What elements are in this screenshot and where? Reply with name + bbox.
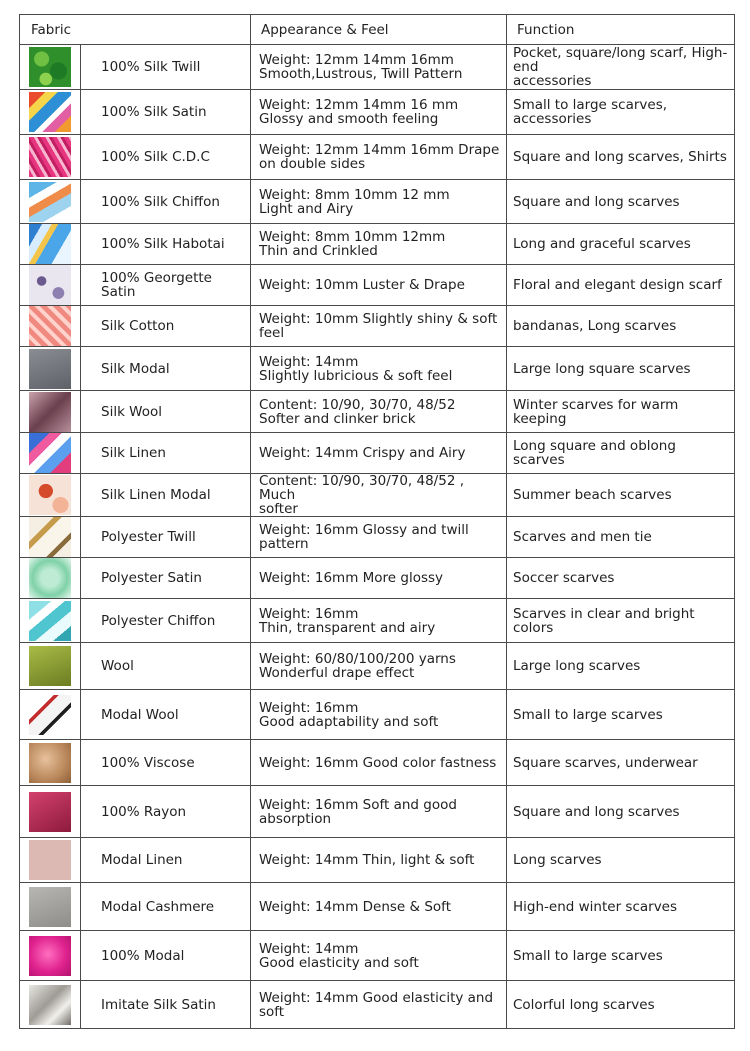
fabric-swatch-image xyxy=(29,182,71,222)
function-line: Summer beach scarves xyxy=(513,487,672,503)
fabric-swatch-image xyxy=(29,475,71,515)
function-cell xyxy=(507,347,735,391)
swatch-cell xyxy=(20,740,81,786)
appearance-line: Thin, transparent and airy xyxy=(259,619,436,636)
appearance-line: Weight: 14mm Crispy and Airy xyxy=(259,445,466,461)
appearance-line: Light and Airy xyxy=(259,200,354,217)
swatch-cell xyxy=(20,224,81,265)
table-row xyxy=(20,883,735,931)
function-line: scarves xyxy=(513,452,565,468)
table-row xyxy=(20,643,735,690)
appearance-cell xyxy=(251,643,507,690)
appearance-cell xyxy=(251,306,507,347)
appearance-line: Weight: 16mm xyxy=(259,699,359,716)
fabric-name: Modal Wool xyxy=(81,690,251,740)
function-line: colors xyxy=(513,619,554,636)
swatch-cell xyxy=(20,558,81,599)
fabric-name: Silk Modal xyxy=(81,347,251,391)
function-cell xyxy=(507,690,735,740)
fabric-swatch-image xyxy=(29,47,71,87)
appearance-line: Good elasticity and soft xyxy=(259,954,419,971)
fabric-name: 100% Georgette Satin xyxy=(81,265,251,306)
table-row xyxy=(20,391,735,433)
fabric-name: 100% Silk C.D.C xyxy=(81,135,251,180)
appearance-cell xyxy=(251,180,507,224)
swatch-cell xyxy=(20,599,81,643)
appearance-line: Content: 10/90, 30/70, 48/52 , Much xyxy=(259,473,464,503)
table-row xyxy=(20,347,735,391)
function-line: Square scarves, underwear xyxy=(513,754,698,771)
appearance-line: Slightly lubricious & soft feel xyxy=(259,367,453,384)
appearance-cell xyxy=(251,90,507,135)
function-line: Floral and elegant design scarf xyxy=(513,277,722,293)
swatch-cell xyxy=(20,517,81,558)
table-row xyxy=(20,180,735,224)
appearance-cell xyxy=(251,224,507,265)
function-cell xyxy=(507,517,735,558)
fabric-name: 100% Silk Habotai xyxy=(81,224,251,265)
table-row xyxy=(20,981,735,1029)
appearance-line: Weight: 60/80/100/200 yarns xyxy=(259,651,456,667)
appearance-line: Content: 10/90, 30/70, 48/52 xyxy=(259,396,456,413)
function-line: Large long scarves xyxy=(513,658,641,674)
appearance-line: Weight: 14mm xyxy=(259,940,359,957)
appearance-line: Weight: 14mm Dense & Soft xyxy=(259,898,451,915)
appearance-cell xyxy=(251,883,507,931)
function-line: Scarves and men tie xyxy=(513,529,652,545)
appearance-line: Weight: 16mm Glossy and twill pattern xyxy=(259,522,469,552)
appearance-line: Glossy and smooth feeling xyxy=(259,111,439,127)
fabric-swatch-image xyxy=(29,517,71,557)
fabric-swatch-image xyxy=(29,792,71,832)
fabric-swatch-image xyxy=(29,265,71,305)
table-row xyxy=(20,306,735,347)
fabric-name: Silk Linen Modal xyxy=(81,474,251,517)
fabric-name: Wool xyxy=(81,643,251,690)
fabric-swatch-image xyxy=(29,601,71,641)
function-line: Colorful long scarves xyxy=(513,996,655,1013)
swatch-cell xyxy=(20,265,81,306)
function-line: Large long square scarves xyxy=(513,360,691,377)
swatch-cell xyxy=(20,643,81,690)
appearance-line: absorption xyxy=(259,810,332,827)
function-line: Winter scarves for warm xyxy=(513,396,679,413)
fabric-swatch-image xyxy=(29,646,71,686)
function-cell xyxy=(507,474,735,517)
fabric-name: Polyester Satin xyxy=(81,558,251,599)
appearance-cell xyxy=(251,474,507,517)
appearance-line: Weight: 12mm 14mm 16mm Drape xyxy=(259,142,500,158)
function-cell xyxy=(507,265,735,306)
swatch-cell xyxy=(20,135,81,180)
fabric-name: 100% Silk Twill xyxy=(81,45,251,90)
table-row xyxy=(20,838,735,883)
function-cell xyxy=(507,391,735,433)
function-cell xyxy=(507,224,735,265)
swatch-cell xyxy=(20,45,81,90)
table-row xyxy=(20,224,735,265)
table-row xyxy=(20,265,735,306)
appearance-line: Weight: 10mm Luster & Drape xyxy=(259,277,465,293)
appearance-line: Wonderful drape effect xyxy=(259,665,415,681)
appearance-cell xyxy=(251,838,507,883)
appearance-line: feel xyxy=(259,325,285,341)
swatch-cell xyxy=(20,306,81,347)
table-row xyxy=(20,433,735,474)
swatch-cell xyxy=(20,931,81,981)
appearance-cell xyxy=(251,45,507,90)
function-line: bandanas, Long scarves xyxy=(513,318,677,334)
appearance-cell xyxy=(251,265,507,306)
table-row xyxy=(20,690,735,740)
fabric-swatch-image xyxy=(29,306,71,346)
function-cell xyxy=(507,135,735,180)
function-line: Small to large scarves xyxy=(513,706,663,723)
fabric-swatch-image xyxy=(29,887,71,927)
fabric-swatch-image xyxy=(29,743,71,783)
appearance-cell xyxy=(251,599,507,643)
appearance-line: Weight: 16mm More glossy xyxy=(259,570,444,586)
header-appearance: Appearance & Feel xyxy=(251,15,507,45)
table-row xyxy=(20,45,735,90)
fabric-swatch-image xyxy=(29,985,71,1025)
function-cell xyxy=(507,981,735,1029)
appearance-cell xyxy=(251,690,507,740)
header-function: Function xyxy=(507,15,735,45)
function-line: keeping xyxy=(513,410,567,427)
function-line: Scarves in clear and bright xyxy=(513,605,695,622)
appearance-line: Softer and clinker brick xyxy=(259,410,416,427)
function-line: Long and graceful scarves xyxy=(513,236,691,252)
function-cell xyxy=(507,931,735,981)
appearance-line: on double sides xyxy=(259,156,366,172)
appearance-line: Weight: 12mm 14mm 16 mm xyxy=(259,97,459,113)
appearance-cell xyxy=(251,558,507,599)
function-line: accessories xyxy=(513,73,592,89)
function-cell xyxy=(507,180,735,224)
swatch-cell xyxy=(20,433,81,474)
table-row xyxy=(20,786,735,838)
function-cell xyxy=(507,643,735,690)
swatch-cell xyxy=(20,786,81,838)
function-cell xyxy=(507,786,735,838)
swatch-cell xyxy=(20,690,81,740)
fabric-name: Polyester Twill xyxy=(81,517,251,558)
appearance-line: Thin and Crinkled xyxy=(259,243,378,259)
appearance-line: softer xyxy=(259,501,298,517)
function-cell xyxy=(507,599,735,643)
swatch-cell xyxy=(20,838,81,883)
fabric-swatch-image xyxy=(29,695,71,735)
function-cell xyxy=(507,558,735,599)
table-row xyxy=(20,90,735,135)
function-cell xyxy=(507,306,735,347)
fabric-name: 100% Silk Chiffon xyxy=(81,180,251,224)
function-cell xyxy=(507,740,735,786)
function-cell xyxy=(507,883,735,931)
fabric-swatch-image xyxy=(29,392,71,432)
header-row xyxy=(20,15,735,45)
swatch-cell xyxy=(20,883,81,931)
function-line: Long scarves xyxy=(513,852,602,868)
appearance-cell xyxy=(251,517,507,558)
appearance-cell xyxy=(251,740,507,786)
appearance-line: Weight: 14mm Good elasticity and soft xyxy=(259,989,494,1020)
appearance-line: Good adaptability and soft xyxy=(259,713,439,730)
header-fabric: Fabric xyxy=(20,15,251,45)
appearance-cell xyxy=(251,981,507,1029)
table-row xyxy=(20,517,735,558)
fabric-name: Imitate Silk Satin xyxy=(81,981,251,1029)
appearance-line: Weight: 8mm 10mm 12 mm xyxy=(259,186,450,203)
appearance-line: Weight: 8mm 10mm 12mm xyxy=(259,229,446,245)
appearance-cell xyxy=(251,931,507,981)
function-line: Square and long scarves xyxy=(513,803,680,820)
function-line: Square and long scarves xyxy=(513,193,680,210)
fabric-comparison-table xyxy=(19,14,735,1029)
appearance-line: Weight: 16mm Good color fastness xyxy=(259,754,497,771)
fabric-name: Silk Cotton xyxy=(81,306,251,347)
fabric-name: Polyester Chiffon xyxy=(81,599,251,643)
fabric-name: 100% Silk Satin xyxy=(81,90,251,135)
appearance-cell xyxy=(251,391,507,433)
function-line: High-end winter scarves xyxy=(513,898,678,915)
fabric-name: 100% Rayon xyxy=(81,786,251,838)
fabric-name: 100% Viscose xyxy=(81,740,251,786)
fabric-swatch-image xyxy=(29,92,71,132)
fabric-name: Modal Cashmere xyxy=(81,883,251,931)
appearance-line: Weight: 10mm Slightly shiny & soft xyxy=(259,311,498,327)
function-cell xyxy=(507,45,735,90)
fabric-name: Silk Wool xyxy=(81,391,251,433)
table-row xyxy=(20,135,735,180)
function-line: Small to large scarves, accessories xyxy=(513,97,668,127)
appearance-cell xyxy=(251,347,507,391)
fabric-swatch-image xyxy=(29,558,71,598)
function-line: Long square and oblong xyxy=(513,438,676,454)
table-row xyxy=(20,558,735,599)
appearance-line: Weight: 16mm xyxy=(259,605,359,622)
table-row xyxy=(20,474,735,517)
table-row xyxy=(20,740,735,786)
table-row xyxy=(20,931,735,981)
function-line: Pocket, square/long scarf, High-end xyxy=(513,45,728,75)
fabric-swatch-image xyxy=(29,840,71,880)
appearance-line: Weight: 14mm Thin, light & soft xyxy=(259,852,475,868)
fabric-name: Silk Linen xyxy=(81,433,251,474)
function-line: Soccer scarves xyxy=(513,570,615,586)
fabric-name: 100% Modal xyxy=(81,931,251,981)
function-line: Small to large scarves xyxy=(513,947,663,964)
appearance-line: Weight: 12mm 14mm 16mm xyxy=(259,52,454,68)
appearance-cell xyxy=(251,135,507,180)
fabric-swatch-image xyxy=(29,349,71,389)
function-cell xyxy=(507,90,735,135)
swatch-cell xyxy=(20,981,81,1029)
swatch-cell xyxy=(20,474,81,517)
appearance-cell xyxy=(251,433,507,474)
function-cell xyxy=(507,838,735,883)
fabric-name: Modal Linen xyxy=(81,838,251,883)
fabric-swatch-image xyxy=(29,433,71,473)
appearance-line: Weight: 16mm Soft and good xyxy=(259,796,457,813)
appearance-cell xyxy=(251,786,507,838)
function-line: Square and long scarves, Shirts xyxy=(513,149,727,165)
fabric-swatch-image xyxy=(29,224,71,264)
fabric-swatch-image xyxy=(29,936,71,976)
swatch-cell xyxy=(20,347,81,391)
function-cell xyxy=(507,433,735,474)
fabric-swatch-image xyxy=(29,137,71,177)
swatch-cell xyxy=(20,180,81,224)
appearance-line: Smooth,Lustrous, Twill Pattern xyxy=(259,66,463,82)
swatch-cell xyxy=(20,90,81,135)
swatch-cell xyxy=(20,391,81,433)
table-row xyxy=(20,599,735,643)
appearance-line: Weight: 14mm xyxy=(259,353,359,370)
